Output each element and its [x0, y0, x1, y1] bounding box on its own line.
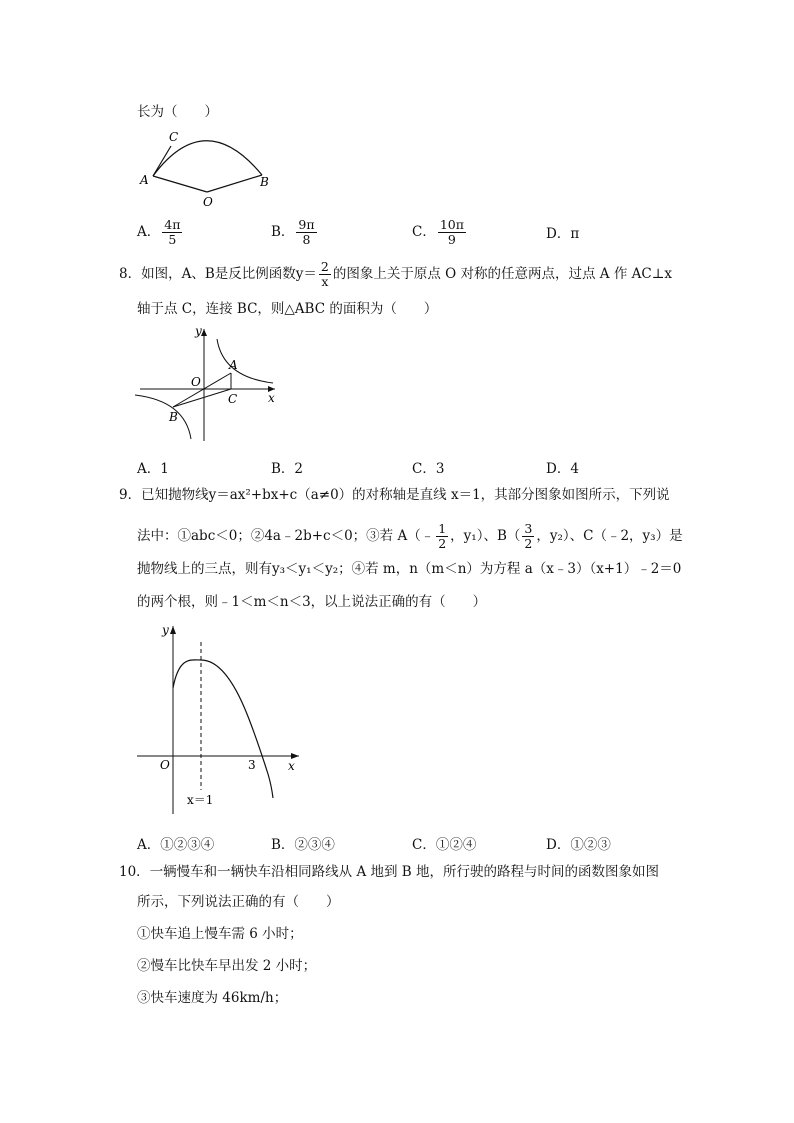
option-letter: B．	[271, 837, 295, 853]
q9-stem-line2: 法中：①abc＜0；②4a﹣2b+c＜0；③若 A（﹣ $\frac{1}{2}$ ，y₁）、B（ $\frac{3}{2}$ ，y₂）、C（﹣2，y₃）是	[137, 521, 683, 551]
q8-label-b: B	[169, 410, 178, 424]
q7-chord-ac	[153, 146, 171, 176]
option-text: 1	[160, 461, 169, 477]
q9-parabola-curve	[173, 660, 273, 798]
option-text: π	[570, 226, 580, 242]
option-fraction: $\frac{10\pi}{9}$	[439, 217, 464, 247]
q8-stem-line1: 8．如图，A、B是反比例函数y＝ $\frac{2}{x}$ 的图象上关于原点 O 对称的任意两点，过点 A 作 AC⊥x	[119, 259, 673, 289]
q8-label-x: x	[268, 391, 275, 405]
q9-stem-line3: 抛物线上的三点，则有y₃＜y₁＜y₂；④若 m，n（m＜n）为方程 a（x﹣3）（x+1）﹣2＝0	[137, 561, 682, 577]
option-letter: D．	[546, 461, 571, 477]
q10-statement-2: ②慢车比快车早出发 2 小时；	[137, 958, 317, 974]
option-letter: B．	[271, 461, 295, 477]
option-text: ①②④	[435, 837, 477, 853]
option-letter: A．	[137, 461, 161, 477]
q8-hyperbola-figure	[135, 325, 285, 445]
q7-option-c[interactable]	[412, 218, 468, 247]
option-fraction: $\frac{4\pi}{5}$	[164, 217, 181, 247]
q7-option-d[interactable]	[546, 222, 579, 242]
q8-label-y: y	[195, 325, 202, 338]
question-number: 10．	[119, 864, 150, 880]
q8-option-b[interactable]	[271, 457, 303, 477]
q7-label-a: A	[140, 173, 149, 187]
q8-option-c[interactable]	[412, 457, 444, 477]
q9-fraction-a: $\frac{1}{2}$	[438, 521, 447, 551]
question-number: 9．	[119, 487, 142, 503]
option-text: 4	[570, 461, 579, 477]
option-letter: C．	[412, 461, 436, 477]
q10-statement-3: ③快车速度为 46km/h；	[137, 990, 288, 1006]
option-text: ②③④	[294, 837, 335, 853]
q8-segment-ab	[173, 373, 231, 407]
q7-option-a[interactable]	[137, 218, 184, 247]
q9-label-axis: x＝1	[187, 793, 214, 807]
q8-label-c: C	[228, 392, 238, 406]
q8-fraction: $\frac{2}{x}$	[320, 259, 329, 289]
option-text: ①②③④	[160, 837, 215, 853]
q10-stem-line1: 10．一辆慢车和一辆快车沿相同路线从 A 地到 B 地，所行驶的路程与时间的函数图象如图	[119, 864, 660, 880]
option-letter: A．	[137, 837, 161, 853]
option-letter: D．	[546, 837, 571, 853]
option-fraction: $\frac{9\pi}{8}$	[298, 217, 315, 247]
q7-arc	[153, 141, 262, 176]
q9-stem-line4: 的两个根，则﹣1＜m＜n＜3，以上说法正确的有（ ）	[137, 594, 487, 610]
option-letter: D．	[546, 226, 571, 242]
option-letter: A．	[137, 224, 161, 240]
q9-option-c[interactable]	[412, 833, 476, 853]
q7-option-b[interactable]	[271, 218, 319, 247]
option-text: 3	[435, 461, 445, 477]
arrow-icon	[170, 626, 176, 634]
option-letter: B．	[271, 224, 295, 240]
q8-label-o: O	[191, 375, 201, 389]
q9-label-x: x	[288, 759, 295, 773]
q7-segment-oa	[153, 176, 207, 192]
q7-label-b: B	[260, 175, 269, 189]
q10-statement-1: ①快车追上慢车需 6 小时；	[137, 926, 303, 942]
q8-option-a[interactable]	[137, 457, 169, 477]
q7-segment-ob	[207, 175, 262, 192]
q7-stem-tail: 长为（ ）	[137, 104, 218, 120]
q9-label-y: y	[162, 623, 169, 637]
q8-stem-line2: 轴于点 C，连接 BC，则△ABC 的面积为（ ）	[137, 301, 438, 317]
q7-sector-figure	[135, 126, 285, 212]
option-text: 2	[294, 461, 304, 477]
q7-label-o: O	[203, 195, 213, 209]
q9-option-a[interactable]	[137, 833, 214, 853]
option-letter: C．	[412, 224, 436, 240]
q9-stem-line1: 9．已知抛物线y＝ax²+bx+c（a≠0）的对称轴是直线 x＝1，其部分图象如图所示，下列说	[119, 487, 670, 503]
q9-label-o: O	[160, 758, 170, 772]
option-letter: C．	[412, 837, 436, 853]
q9-fraction-b: $\frac{3}{2}$	[524, 521, 533, 551]
q10-stem-line2: 所示，下列说法正确的有（ ）	[137, 894, 340, 910]
arrow-icon	[201, 329, 207, 336]
q7-label-c: C	[169, 130, 179, 144]
option-text: ①②③	[570, 837, 611, 853]
q9-option-d[interactable]	[546, 833, 611, 853]
q8-segment-bc	[173, 389, 231, 407]
q9-option-b[interactable]	[271, 833, 335, 853]
q8-label-a: A	[229, 358, 238, 372]
q8-option-d[interactable]	[546, 457, 579, 477]
q9-label-three: 3	[248, 758, 256, 772]
q9-parabola-figure	[135, 618, 310, 818]
question-number: 8．	[119, 266, 142, 282]
